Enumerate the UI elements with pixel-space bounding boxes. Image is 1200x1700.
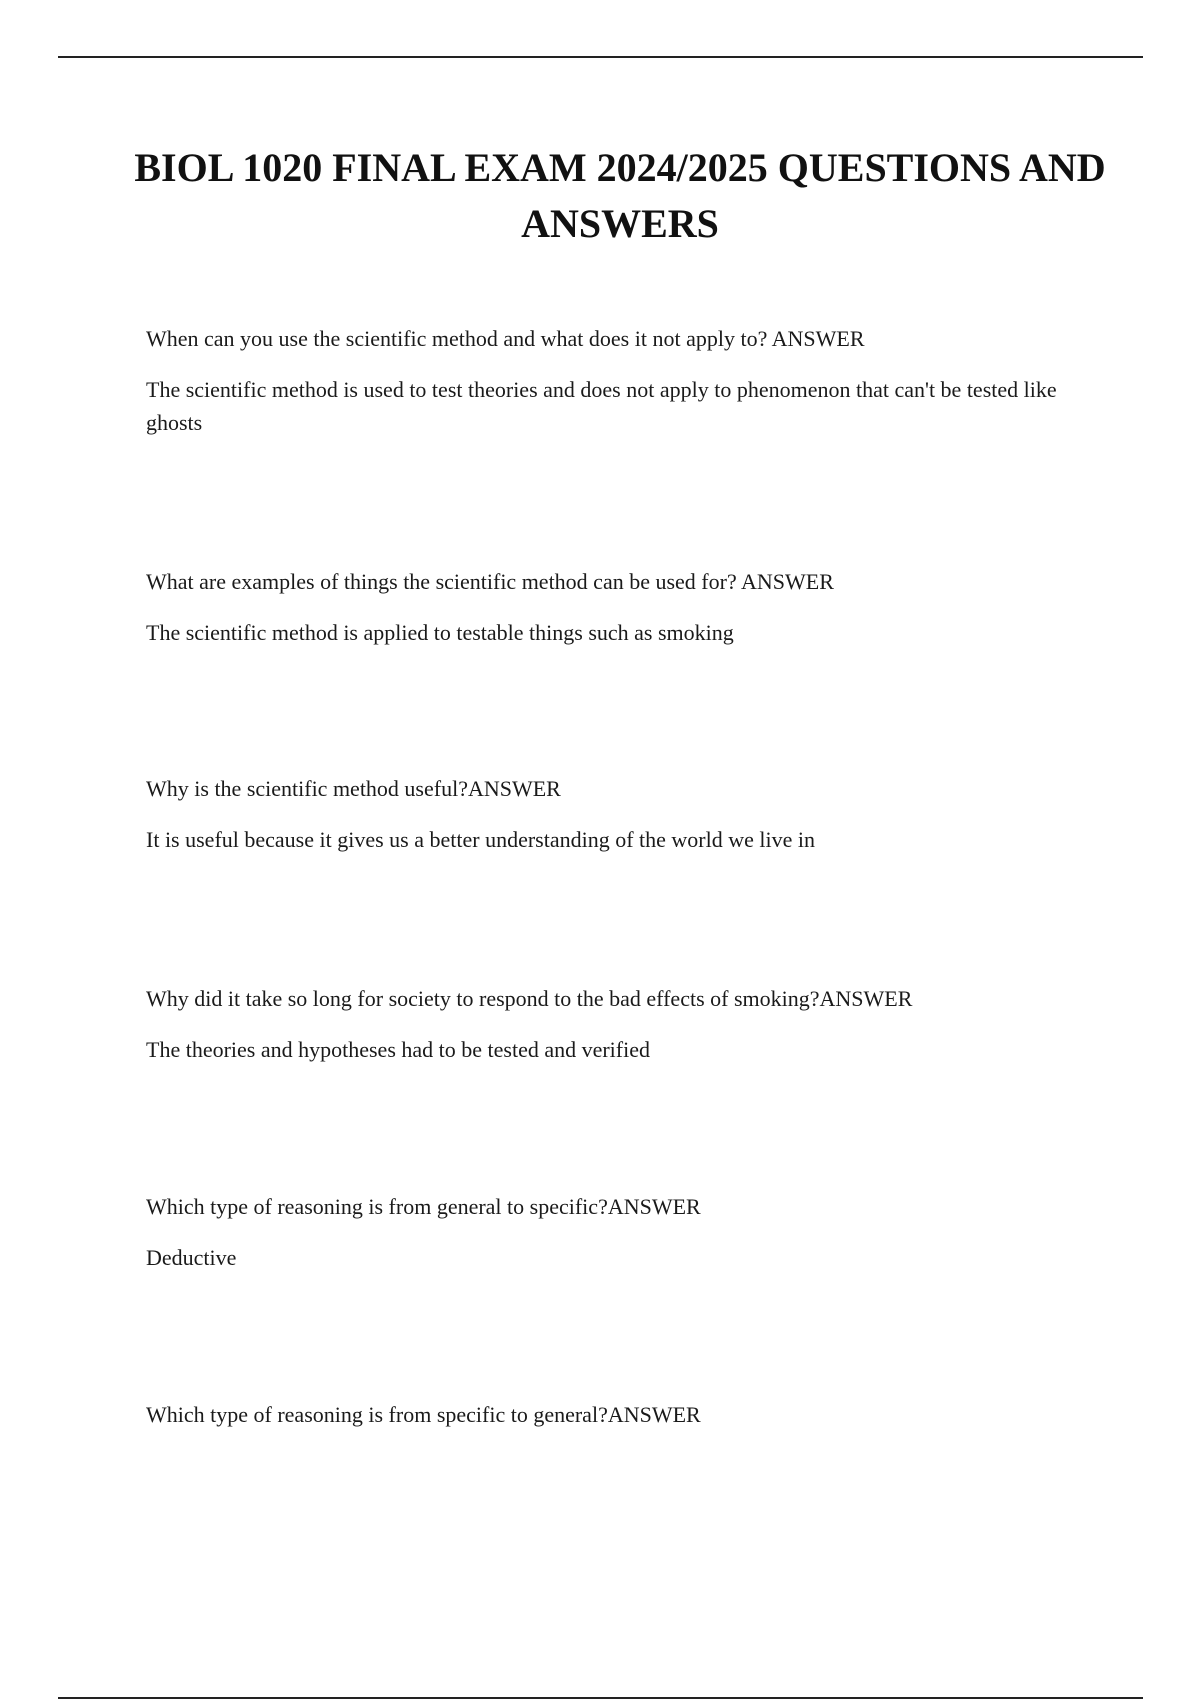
qa-item-4	[146, 982, 1076, 1066]
bottom-rule	[58, 1697, 1143, 1699]
question-text: Why is the scientific method useful?ANSWER	[146, 776, 561, 801]
question-text: Which type of reasoning is from specific to general?ANSWER	[146, 1402, 701, 1427]
qa-item-3	[146, 772, 1076, 856]
qa-item-2	[146, 565, 1076, 649]
top-rule	[58, 56, 1143, 58]
document-title: BIOL 1020 FINAL EXAM 2024/2025 QUESTIONS AND ANSWERS	[134, 145, 1106, 246]
answer-text: The scientific method is applied to testable things such as smoking	[146, 620, 734, 645]
qa-item-5	[146, 1190, 1076, 1274]
question-text: What are examples of things the scientific method can be used for? ANSWER	[146, 569, 834, 594]
answer-text: Deductive	[146, 1245, 237, 1270]
qa-item-6	[146, 1398, 1076, 1449]
question-text: When can you use the scientific method and what does it not apply to? ANSWER	[146, 326, 865, 351]
answer-text: The theories and hypotheses had to be tested and verified	[146, 1037, 651, 1062]
answer-text: The scientific method is used to test theories and does not apply to phenomenon that can't be tested like ghosts	[146, 377, 1057, 435]
answer-text: It is useful because it gives us a better understanding of the world we live in	[146, 827, 815, 852]
question-text: Which type of reasoning is from general to specific?ANSWER	[146, 1194, 701, 1219]
question-text: Why did it take so long for society to respond to the bad effects of smoking?ANSWER	[146, 986, 913, 1011]
qa-item-1	[146, 322, 1076, 439]
